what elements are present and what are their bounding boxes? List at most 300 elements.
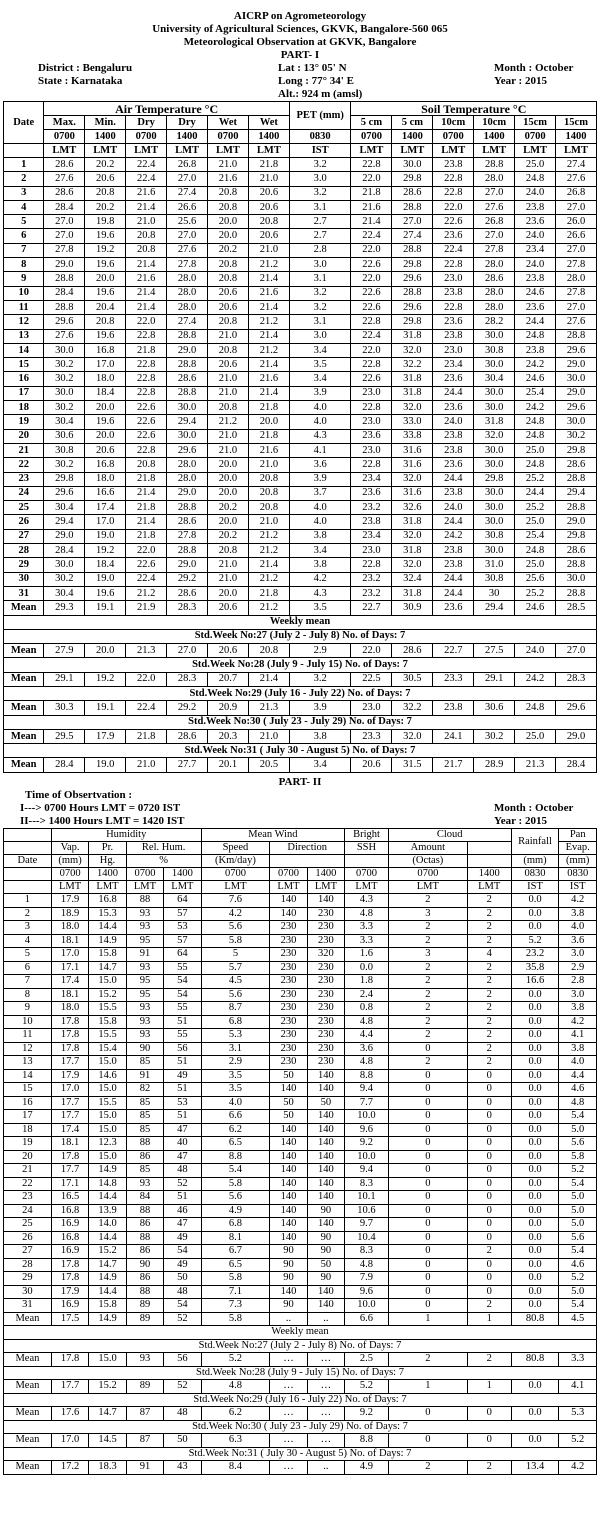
table-cell: 22.0 bbox=[433, 200, 474, 214]
table-cell: 22.4 bbox=[351, 229, 392, 243]
week-mean-value: 20.0 bbox=[85, 644, 126, 658]
table-cell: 27.8 bbox=[167, 529, 208, 543]
table-cell: 7.1 bbox=[201, 1285, 270, 1299]
week-mean-value: 20.7 bbox=[208, 672, 249, 686]
table-cell: 49 bbox=[164, 1231, 201, 1245]
week-mean-value: 28.4 bbox=[44, 758, 85, 772]
column-zone: LMT bbox=[474, 144, 515, 158]
table-cell: 5.8 bbox=[201, 1272, 270, 1286]
table-cell: 29.0 bbox=[167, 343, 208, 357]
weekly-mean-title: Weekly mean bbox=[4, 615, 597, 629]
mean-value: .. bbox=[307, 1312, 344, 1326]
week-mean-value: 3.8 bbox=[289, 729, 351, 743]
table-cell: 17.7 bbox=[51, 1164, 88, 1178]
table-cell: 25.6 bbox=[515, 572, 556, 586]
table-cell: 3.2 bbox=[289, 286, 351, 300]
table-cell: 27.4 bbox=[167, 315, 208, 329]
row-date: 3 bbox=[4, 921, 52, 935]
table-cell: 22.8 bbox=[351, 458, 392, 472]
row-date: 20 bbox=[4, 1150, 52, 1164]
table-cell: 22.4 bbox=[433, 243, 474, 257]
table-cell: 22.6 bbox=[351, 258, 392, 272]
table-cell: 93 bbox=[126, 1002, 163, 1016]
table-cell: 54 bbox=[164, 988, 201, 1002]
table-row bbox=[4, 1083, 597, 1097]
table-cell: 85 bbox=[126, 1164, 163, 1178]
table-cell: 24.2 bbox=[515, 358, 556, 372]
table-cell: 20.8 bbox=[208, 401, 249, 415]
table-cell: 140 bbox=[307, 1299, 344, 1313]
week-mean-value: 21.0 bbox=[126, 758, 167, 772]
table-cell: 3.0 bbox=[559, 988, 597, 1002]
table-cell: 30.0 bbox=[474, 329, 515, 343]
unit-hg: Hg. bbox=[89, 855, 126, 868]
table-cell: 17.4 bbox=[51, 1123, 88, 1137]
column-time: 0700 bbox=[270, 868, 307, 881]
table-cell: 0 bbox=[467, 1150, 511, 1164]
table-cell: 6.8 bbox=[201, 1015, 270, 1029]
table-cell: 140 bbox=[270, 1285, 307, 1299]
table-cell: 18.1 bbox=[51, 988, 88, 1002]
bright-header: Bright bbox=[345, 829, 389, 842]
table-cell: 27.4 bbox=[556, 158, 597, 172]
table-cell: 90 bbox=[270, 1272, 307, 1286]
table-cell: 21.8 bbox=[248, 401, 289, 415]
table-cell: 28.6 bbox=[556, 458, 597, 472]
table-cell: 20.8 bbox=[208, 186, 249, 200]
table-cell: 230 bbox=[270, 1002, 307, 1016]
date-header: Date bbox=[4, 855, 52, 868]
week-mean-value: 32.2 bbox=[392, 701, 433, 715]
table-cell: 0.0 bbox=[511, 1245, 559, 1259]
table-cell: 21.6 bbox=[248, 443, 289, 457]
table-cell: 26.0 bbox=[556, 215, 597, 229]
part2-year: Year : 2015 bbox=[494, 815, 547, 827]
table-cell: 30.0 bbox=[474, 443, 515, 457]
table-cell: 3.1 bbox=[289, 272, 351, 286]
column-time: 1400 bbox=[167, 130, 208, 144]
table-cell: 90 bbox=[307, 1245, 344, 1259]
table-cell: 51 bbox=[164, 1083, 201, 1097]
table-cell: 57 bbox=[164, 907, 201, 921]
table-row bbox=[4, 586, 597, 600]
table-cell: 19.6 bbox=[85, 329, 126, 343]
row-date: 26 bbox=[4, 1231, 52, 1245]
table-cell: 19.0 bbox=[85, 529, 126, 543]
table-cell: 24.8 bbox=[515, 172, 556, 186]
table-cell: 24.0 bbox=[515, 258, 556, 272]
table-cell: 24.4 bbox=[433, 515, 474, 529]
table-cell: 23.8 bbox=[351, 515, 392, 529]
table-cell: 3.0 bbox=[289, 329, 351, 343]
table-row bbox=[4, 1123, 597, 1137]
table-cell: 5.3 bbox=[201, 1029, 270, 1043]
table-cell: 90 bbox=[126, 1258, 163, 1272]
table-cell: 5.0 bbox=[559, 1191, 597, 1205]
row-date: 5 bbox=[4, 215, 44, 229]
week-mean-value: 23.8 bbox=[433, 701, 474, 715]
table-cell: 23.6 bbox=[433, 229, 474, 243]
table-cell: 23.8 bbox=[515, 343, 556, 357]
table-cell: 93 bbox=[126, 1015, 163, 1029]
table-row bbox=[4, 401, 597, 415]
table-cell: 25.0 bbox=[515, 158, 556, 172]
table-cell: 21.8 bbox=[126, 472, 167, 486]
table-cell: 4.0 bbox=[559, 1056, 597, 1070]
column-time: 0700 bbox=[208, 130, 249, 144]
table-cell: 20.4 bbox=[85, 300, 126, 314]
table-cell: 4.2 bbox=[201, 907, 270, 921]
table-cell: 19.6 bbox=[85, 286, 126, 300]
column-time: 1400 bbox=[248, 130, 289, 144]
row-date: 29 bbox=[4, 1272, 52, 1286]
week-label: Std.Week No:30 ( July 23 - July 29) No. of Days: 7 bbox=[4, 715, 597, 729]
table-cell: 3.5 bbox=[201, 1083, 270, 1097]
table-cell: 28.0 bbox=[167, 472, 208, 486]
table-cell: 25.4 bbox=[515, 386, 556, 400]
table-cell: 0 bbox=[467, 1137, 511, 1151]
speed-header: Speed bbox=[201, 842, 270, 855]
table-cell: 14.9 bbox=[89, 934, 126, 948]
table-cell: 2.9 bbox=[559, 961, 597, 975]
table-cell: 30.8 bbox=[474, 572, 515, 586]
table-cell: 27.6 bbox=[44, 329, 85, 343]
table-cell: 19.2 bbox=[85, 544, 126, 558]
evap-header: Evap. bbox=[559, 842, 597, 855]
table-cell: 27.0 bbox=[556, 200, 597, 214]
week-mean-value: 14.5 bbox=[89, 1434, 126, 1448]
table-cell: 0 bbox=[467, 1069, 511, 1083]
table-cell: 20.6 bbox=[208, 300, 249, 314]
table-cell: 3 bbox=[388, 948, 467, 962]
table-cell: 4.1 bbox=[289, 443, 351, 457]
table-cell: 6.2 bbox=[201, 1123, 270, 1137]
table-cell: 21.0 bbox=[208, 329, 249, 343]
mean-value: 22.7 bbox=[351, 601, 392, 615]
table-cell: 28.8 bbox=[556, 472, 597, 486]
table-cell: 0.0 bbox=[511, 1083, 559, 1097]
table-cell: 23.4 bbox=[351, 472, 392, 486]
table-cell: 25.2 bbox=[515, 472, 556, 486]
week-mean-value: 22.4 bbox=[126, 701, 167, 715]
column-time: 1400 bbox=[164, 868, 201, 881]
table-row bbox=[4, 1029, 597, 1043]
table-cell: 20.8 bbox=[85, 186, 126, 200]
table-cell: 230 bbox=[270, 988, 307, 1002]
table-cell: 0 bbox=[467, 1272, 511, 1286]
table-cell: 22.6 bbox=[433, 215, 474, 229]
table-cell: 140 bbox=[307, 1083, 344, 1097]
table-cell: 230 bbox=[307, 1056, 344, 1070]
table-cell: 0 bbox=[388, 1096, 467, 1110]
row-date: 18 bbox=[4, 1123, 52, 1137]
table-cell: 0 bbox=[467, 1177, 511, 1191]
row-date: 11 bbox=[4, 300, 44, 314]
table-cell: 20.8 bbox=[248, 215, 289, 229]
table-cell: 86 bbox=[126, 1150, 163, 1164]
table-cell: 20.0 bbox=[208, 215, 249, 229]
column-zone: LMT bbox=[307, 881, 344, 894]
column-zone: IST bbox=[559, 881, 597, 894]
table-cell: 0.0 bbox=[511, 907, 559, 921]
table-cell: 4.9 bbox=[201, 1204, 270, 1218]
table-cell: 21.0 bbox=[208, 443, 249, 457]
table-cell: 4.0 bbox=[289, 515, 351, 529]
table-cell: 230 bbox=[307, 921, 344, 935]
table-cell: 230 bbox=[307, 1029, 344, 1043]
table-cell: 30.2 bbox=[44, 458, 85, 472]
table-cell: 22.0 bbox=[351, 343, 392, 357]
row-date: 6 bbox=[4, 229, 44, 243]
table-cell: 25.0 bbox=[515, 558, 556, 572]
mean-label: Mean bbox=[4, 1312, 52, 1326]
table-cell: 29.8 bbox=[556, 443, 597, 457]
table-cell: 3.8 bbox=[559, 1042, 597, 1056]
table-cell: 140 bbox=[270, 1123, 307, 1137]
table-cell: 23.6 bbox=[433, 401, 474, 415]
column-time: 0700 bbox=[44, 130, 85, 144]
table-cell: 23.6 bbox=[515, 300, 556, 314]
table-cell: 47 bbox=[164, 1218, 201, 1232]
row-date: 7 bbox=[4, 975, 52, 989]
row-date: 8 bbox=[4, 258, 44, 272]
row-date: 28 bbox=[4, 544, 44, 558]
table-cell: 95 bbox=[126, 975, 163, 989]
week-mean-value: 15.2 bbox=[89, 1380, 126, 1394]
table-cell: 15.0 bbox=[89, 1083, 126, 1097]
table-cell: 4.4 bbox=[345, 1029, 389, 1043]
table-cell: 18.0 bbox=[51, 1002, 88, 1016]
table-row bbox=[4, 1110, 597, 1124]
column-zone: LMT bbox=[248, 144, 289, 158]
table-cell: 10.4 bbox=[345, 1231, 389, 1245]
table-cell: 15.0 bbox=[89, 1123, 126, 1137]
table-cell: 23.6 bbox=[515, 215, 556, 229]
table-cell: 19.6 bbox=[85, 258, 126, 272]
table-cell: 21.8 bbox=[248, 158, 289, 172]
table-cell: 20.2 bbox=[208, 501, 249, 515]
table-cell: 22.8 bbox=[433, 258, 474, 272]
table-cell: 140 bbox=[270, 907, 307, 921]
week-label: Std.Week No:29 (July 16 - July 22) No. of Days: 7 bbox=[4, 686, 597, 700]
week-mean-value: … bbox=[270, 1353, 307, 1367]
table-cell: 28.0 bbox=[474, 172, 515, 186]
table-cell: 15.8 bbox=[89, 1015, 126, 1029]
table-cell: 29.8 bbox=[474, 472, 515, 486]
table-cell: 0.0 bbox=[511, 894, 559, 908]
table-cell: 22.8 bbox=[351, 358, 392, 372]
week-mean-value: … bbox=[307, 1434, 344, 1448]
table-cell: 23.0 bbox=[351, 544, 392, 558]
table-row bbox=[4, 1056, 597, 1070]
row-date: 27 bbox=[4, 529, 44, 543]
table-cell: 15.0 bbox=[89, 1056, 126, 1070]
table-cell: 22.8 bbox=[433, 186, 474, 200]
table-cell: 5 bbox=[201, 948, 270, 962]
table-cell: 28.8 bbox=[556, 586, 597, 600]
week-mean-value: 21.3 bbox=[126, 644, 167, 658]
table-cell: 0 bbox=[467, 1123, 511, 1137]
table-cell: 49 bbox=[164, 1069, 201, 1083]
table-cell: 22.8 bbox=[351, 401, 392, 415]
table-cell: 30.0 bbox=[474, 501, 515, 515]
table-cell: 230 bbox=[270, 948, 307, 962]
table-cell: 0 bbox=[388, 1123, 467, 1137]
table-cell: 22.6 bbox=[126, 429, 167, 443]
table-cell: 2 bbox=[388, 1015, 467, 1029]
table-row bbox=[4, 501, 597, 515]
table-cell: 3.4 bbox=[289, 372, 351, 386]
mean-value: 89 bbox=[126, 1312, 163, 1326]
table-row bbox=[4, 172, 597, 186]
row-date: 18 bbox=[4, 401, 44, 415]
week-mean-value: 30.2 bbox=[474, 729, 515, 743]
table-cell: 0.0 bbox=[511, 1002, 559, 1016]
table-cell: 17.7 bbox=[51, 1096, 88, 1110]
table-cell: 20.0 bbox=[248, 415, 289, 429]
table-cell: 27.0 bbox=[44, 229, 85, 243]
table-cell: 20.8 bbox=[85, 315, 126, 329]
table-cell: 6.7 bbox=[201, 1245, 270, 1259]
table-cell: 23.0 bbox=[351, 415, 392, 429]
table-cell: 7.9 bbox=[345, 1272, 389, 1286]
table-cell: 3.3 bbox=[345, 921, 389, 935]
column-zone: LMT bbox=[167, 144, 208, 158]
table-cell: 23.8 bbox=[433, 544, 474, 558]
table-cell: 31.8 bbox=[392, 515, 433, 529]
table-cell: 17.0 bbox=[85, 515, 126, 529]
table-cell: 30.8 bbox=[44, 443, 85, 457]
table-cell: 22.8 bbox=[351, 158, 392, 172]
week-mean-value: 3.3 bbox=[559, 1353, 597, 1367]
week-mean-value: 24.2 bbox=[515, 672, 556, 686]
table-cell: 24.2 bbox=[515, 401, 556, 415]
table-cell: 2 bbox=[388, 1029, 467, 1043]
table-cell: 230 bbox=[270, 934, 307, 948]
table-cell: 20.6 bbox=[248, 229, 289, 243]
table-cell: 28.4 bbox=[44, 544, 85, 558]
table-cell: 53 bbox=[164, 1096, 201, 1110]
table-cell: 23.2 bbox=[351, 501, 392, 515]
week-mean-value: 20.6 bbox=[208, 644, 249, 658]
week-label: Std.Week No:27 (July 2 - July 8) No. of Days: 7 bbox=[4, 1339, 597, 1353]
table-cell: 20.0 bbox=[208, 229, 249, 243]
mean-label: Mean bbox=[4, 1353, 52, 1367]
table-cell: 23.8 bbox=[433, 158, 474, 172]
table-cell: 18.0 bbox=[85, 472, 126, 486]
table-cell: 21.2 bbox=[248, 315, 289, 329]
table-cell: 50 bbox=[270, 1110, 307, 1124]
table-cell: 2 bbox=[467, 975, 511, 989]
table-cell: 24.6 bbox=[515, 286, 556, 300]
table-row bbox=[4, 1164, 597, 1178]
table-row bbox=[4, 229, 597, 243]
table-cell: 2 bbox=[388, 975, 467, 989]
table-cell: 14.4 bbox=[89, 1285, 126, 1299]
table-cell: 28.8 bbox=[474, 158, 515, 172]
pan-header: Pan bbox=[559, 829, 597, 842]
table-cell: 17.7 bbox=[51, 1110, 88, 1124]
table-cell: 90 bbox=[270, 1299, 307, 1313]
table-cell: 4.8 bbox=[345, 907, 389, 921]
table-cell: 27.4 bbox=[392, 229, 433, 243]
table-cell: 28.6 bbox=[44, 186, 85, 200]
column-time: 1400 bbox=[556, 130, 597, 144]
pet-header: PET (mm) bbox=[289, 102, 351, 130]
week-mean-value: 21.8 bbox=[126, 729, 167, 743]
table-cell: 31.0 bbox=[474, 558, 515, 572]
table-cell: 30.4 bbox=[44, 586, 85, 600]
table-cell: 30.4 bbox=[474, 372, 515, 386]
table-cell: 95 bbox=[126, 934, 163, 948]
row-date: 24 bbox=[4, 1204, 52, 1218]
week-mean-value: 25.0 bbox=[515, 729, 556, 743]
table-cell: 40 bbox=[164, 1137, 201, 1151]
table-cell: 29.0 bbox=[167, 486, 208, 500]
district-label: District : Bengaluru bbox=[38, 62, 133, 74]
column-name: 5 cm bbox=[351, 116, 392, 130]
week-mean-value: 28.6 bbox=[167, 729, 208, 743]
row-date: 21 bbox=[4, 1164, 52, 1178]
table-cell: 31.6 bbox=[392, 458, 433, 472]
table-cell: 0.0 bbox=[511, 1177, 559, 1191]
week-mean-value: 0 bbox=[388, 1434, 467, 1448]
table-cell: 3.7 bbox=[289, 486, 351, 500]
table-cell: 30.0 bbox=[556, 415, 597, 429]
table-row bbox=[4, 948, 597, 962]
table-cell: 28.6 bbox=[167, 372, 208, 386]
column-zone: LMT bbox=[433, 144, 474, 158]
column-time: 0700 bbox=[51, 868, 88, 881]
row-date: 12 bbox=[4, 315, 44, 329]
week-mean-value: 0 bbox=[388, 1407, 467, 1421]
year-label: Year : 2015 bbox=[494, 75, 547, 87]
table-cell: 90 bbox=[307, 1231, 344, 1245]
table-cell: 27.0 bbox=[474, 229, 515, 243]
table-cell: 28.6 bbox=[474, 272, 515, 286]
column-name: 5 cm bbox=[392, 116, 433, 130]
table-cell: 20.8 bbox=[208, 315, 249, 329]
table-cell: 28.6 bbox=[392, 186, 433, 200]
week-mean-value: 20.5 bbox=[248, 758, 289, 772]
table-cell: 4.3 bbox=[289, 429, 351, 443]
table-cell: 4.0 bbox=[289, 401, 351, 415]
table-cell: 50 bbox=[270, 1069, 307, 1083]
table-cell: 230 bbox=[307, 961, 344, 975]
table-cell: 32.0 bbox=[392, 343, 433, 357]
table-cell: 140 bbox=[307, 1137, 344, 1151]
week-mean-value: 87 bbox=[126, 1407, 163, 1421]
week-mean-value: 0.0 bbox=[511, 1434, 559, 1448]
column-zone: LMT bbox=[51, 881, 88, 894]
table-cell: 230 bbox=[307, 975, 344, 989]
row-date: 10 bbox=[4, 286, 44, 300]
table-cell: 20.2 bbox=[208, 529, 249, 543]
weekly-mean-title: Weekly mean bbox=[4, 1326, 597, 1340]
table-cell: 20.6 bbox=[248, 200, 289, 214]
table-row bbox=[4, 1231, 597, 1245]
table-cell: 21.4 bbox=[126, 300, 167, 314]
mean-label: Mean bbox=[4, 1380, 52, 1394]
table-row bbox=[4, 486, 597, 500]
part1-table bbox=[3, 101, 597, 773]
column-zone: LMT bbox=[126, 881, 163, 894]
table-cell: 30.0 bbox=[44, 386, 85, 400]
table-cell: 140 bbox=[270, 1177, 307, 1191]
table-cell: 27.6 bbox=[556, 172, 597, 186]
university-title: University of Agricultural Sciences, GKVK, Bangalore-560 065 bbox=[152, 23, 448, 35]
week-mean-value: 13.4 bbox=[511, 1461, 559, 1475]
